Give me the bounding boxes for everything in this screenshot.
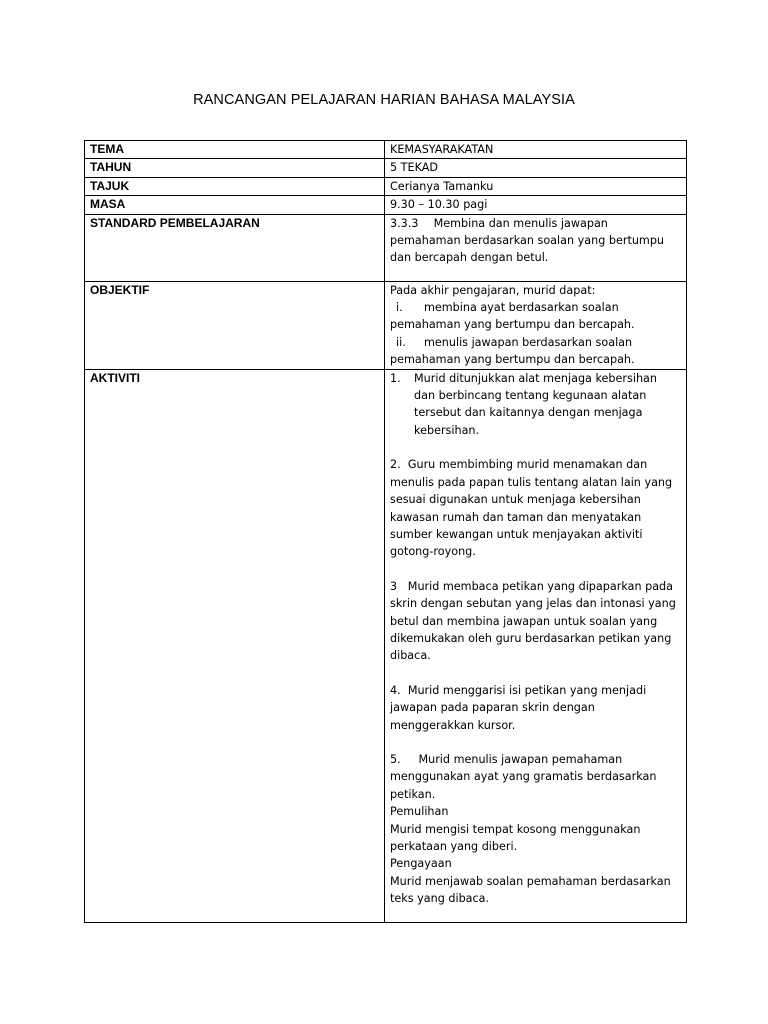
objektif-first-1: membina ayat berdasarkan soalan (424, 301, 619, 315)
row-label-tahun: TAHUN (85, 159, 385, 177)
standard-first-line (390, 215, 680, 232)
pengayaan-text: Murid menjawab soalan pemahaman berdasarkan teks yang dibaca. (390, 874, 671, 906)
row-label-tajuk: TAJUK (85, 177, 385, 195)
standard-text-first: Membina dan menulis jawapan (433, 216, 608, 230)
aktiviti-item-3 (390, 578, 680, 665)
row-label-tema: TEMA (85, 141, 385, 159)
objektif-marker-2: ii. (396, 335, 406, 349)
objektif-intro: Pada akhir pengajaran, murid dapat: (390, 283, 596, 297)
row-value-aktiviti (385, 369, 687, 922)
row-label-objektif: OBJEKTIF (85, 281, 385, 369)
aktiviti-text-3: Murid membaca petikan yang dipaparkan pada skrin dengan sebutan yang jelas dan intonasi yang betul dan membina jawapan untuk soalan yang dikemukakan oleh guru berdasarkan petikan yang dibaca. (390, 579, 676, 663)
row-value-tajuk: Cerianya Tamanku (385, 177, 687, 195)
aktiviti-text-1: Murid ditunjukkan alat menjaga kebersihan dan berbincang tentang kegunaan alatan tersebut dan kaitannya dengan menjaga kebersihan. (414, 371, 657, 437)
table-row-aktiviti (85, 369, 687, 922)
aktiviti-text-4: Murid menggarisi isi petikan yang menjadi jawapan pada paparan skrin dengan menggerakkan kursor. (390, 683, 647, 732)
aktiviti-item-5 (390, 751, 680, 803)
objektif-item-1 (390, 299, 680, 316)
aktiviti-marker-4: 4. (390, 683, 401, 697)
standard-code: 3.3.3 (390, 216, 419, 230)
row-value-standard (385, 214, 687, 281)
aktiviti-marker-3: 3 (390, 579, 398, 593)
row-value-objektif (385, 281, 687, 369)
objektif-rest-2: pemahaman yang bertumpu dan bercapah. (390, 353, 635, 367)
objektif-first-2: menulis jawapan berdasarkan soalan (424, 335, 633, 349)
document-title: RANCANGAN PELAJARAN HARIAN BAHASA MALAYSIA (193, 92, 575, 108)
row-label-aktiviti: AKTIVITI (85, 369, 385, 922)
table-row-masa (85, 196, 687, 214)
table-row-tahun (85, 159, 687, 177)
row-label-standard: STANDARD PEMBELAJARAN (85, 214, 385, 281)
row-value-masa: 9.30 – 10.30 pagi (385, 196, 687, 214)
aktiviti-text-5: Murid menulis jawapan pemahaman menggunakan ayat yang gramatis berdasarkan petikan. (390, 752, 657, 801)
row-value-tema: KEMASYARAKATAN (385, 141, 687, 159)
aktiviti-text-2: Guru membimbing murid menamakan dan menulis pada papan tulis tentang alatan lain yang sesuai digunakan untuk menjaga kebersihan kawasan rumah dan taman dan menyatakan sumber kewangan untuk menjayakan aktiviti gotong-royong. (390, 458, 673, 559)
aktiviti-item-1 (390, 370, 680, 440)
pemulihan-text: Murid mengisi tempat kosong menggunakan perkataan yang diberi. (390, 822, 641, 853)
aktiviti-marker-2: 2. (390, 458, 401, 472)
standard-text-rest: pemahaman berdasarkan soalan yang bertumpu dan bercapah dengan betul. (390, 234, 665, 265)
lesson-plan-table (84, 140, 687, 923)
aktiviti-marker-5: 5. (390, 752, 401, 766)
objektif-marker-1: i. (396, 301, 403, 315)
objektif-rest-1: pemahaman yang bertumpu dan bercapah. (390, 318, 635, 332)
aktiviti-item-4 (390, 682, 680, 734)
pengayaan-label: Pengayaan (390, 857, 452, 871)
table-row-tema (85, 141, 687, 159)
pemulihan-label: Pemulihan (390, 805, 449, 819)
row-label-masa: MASA (85, 196, 385, 214)
table-row-objektif (85, 281, 687, 369)
row-value-tahun: 5 TEKAD (385, 159, 687, 177)
objektif-item-2 (390, 334, 680, 351)
table-row-standard (85, 214, 687, 281)
aktiviti-item-2 (390, 456, 680, 560)
aktiviti-marker-1: 1. (390, 371, 401, 385)
table-row-tajuk (85, 177, 687, 195)
